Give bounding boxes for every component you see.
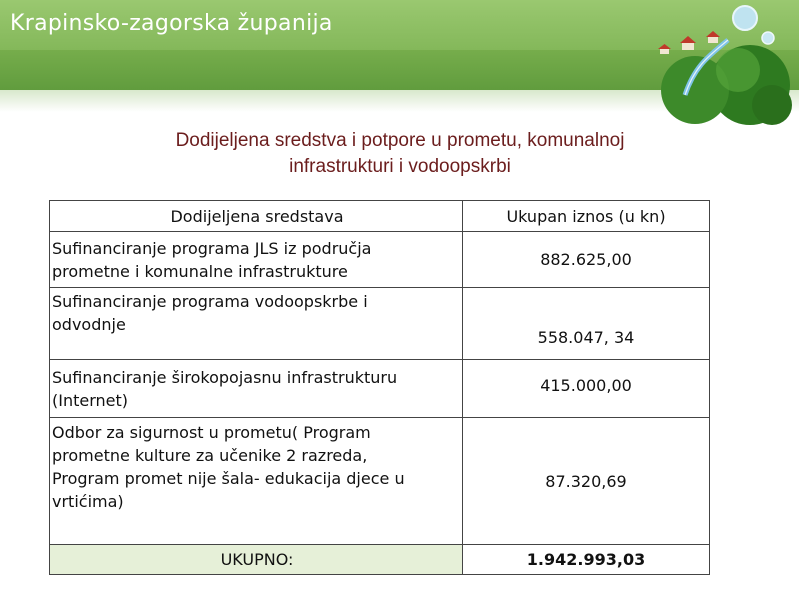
row-label [50, 418, 463, 545]
slide-title-line-2: infrastrukturi i vodoopskrbi [289, 156, 511, 177]
total-label: UKUPNO: [50, 545, 463, 575]
header-cell-amount: Ukupan iznos (u kn) [463, 201, 710, 232]
table-row [50, 360, 710, 418]
total-amount: 1.942.993,03 [463, 545, 710, 575]
row-label-line: Sufinanciranje programa JLS iz područja [52, 238, 372, 258]
slide-title-line-1: Dodijeljena sredstva i potpore u prometu, komunalnoj [175, 130, 625, 151]
row-label-line: Odbor za sigurnost u prometu( Program [52, 423, 371, 442]
logo-bubble-small [762, 32, 774, 44]
row-amount: 882.625,00 [463, 232, 710, 288]
funds-table [49, 200, 710, 575]
logo-hill-small [752, 85, 792, 125]
row-label [50, 360, 463, 418]
row-amount: 87.320,69 [463, 418, 710, 545]
table-row [50, 232, 710, 288]
logo-bubble-large [733, 6, 757, 30]
table-row [50, 288, 710, 360]
row-label-line: prometne kulture za učenike 2 razreda, [52, 446, 368, 465]
row-amount: 558.047, 34 [463, 288, 710, 360]
row-label-line: Sufinanciranje programa vodoopskrbe i [52, 292, 368, 311]
logo-house-1 [682, 42, 694, 50]
table-header-row [50, 201, 710, 232]
logo-house-2 [708, 36, 718, 43]
header-cell-funds: Dodijeljena sredstava [50, 201, 463, 232]
row-label [50, 288, 463, 360]
row-label-line: vrtićima) [52, 492, 124, 511]
county-name: Krapinsko-zagorska županija [10, 11, 333, 36]
row-label-line: Sufinanciranje širokopojasnu infrastrukturu [52, 367, 398, 387]
table-row [50, 418, 710, 545]
row-label-line: odvodnje [52, 315, 126, 334]
logo-hill-highlight [716, 48, 760, 92]
row-label [50, 232, 463, 288]
table-total-row [50, 545, 710, 575]
row-amount: 415.000,00 [463, 360, 710, 418]
logo-roof-3 [658, 44, 671, 49]
logo-roof-1 [680, 36, 696, 43]
slide-title [60, 128, 740, 180]
row-label-line: Program promet nije šala- edukacija djece u [52, 469, 405, 488]
row-label-line: prometne i komunalne infrastrukture [52, 261, 348, 281]
row-label-line: (Internet) [52, 390, 129, 410]
logo-roof-2 [706, 31, 720, 37]
